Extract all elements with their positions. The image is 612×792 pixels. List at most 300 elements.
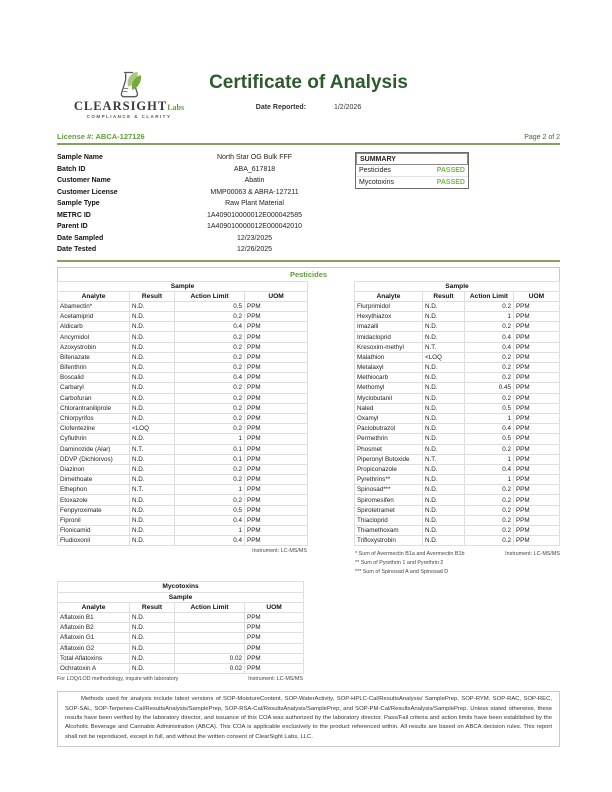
table-cell: PPM (245, 413, 308, 423)
table-cell: PPM (245, 536, 308, 546)
table-cell: 1 (464, 312, 513, 322)
table-cell: N.D. (422, 383, 464, 393)
table-cell: N.D. (422, 526, 464, 536)
sample-header: Sample (354, 281, 559, 291)
table-cell: N.D. (130, 312, 175, 322)
table-cell: Dimethoate (58, 475, 130, 485)
table-cell: PPM (245, 322, 308, 332)
table-cell: N.D. (130, 475, 175, 485)
column-header: Analyte (58, 602, 130, 612)
table-cell: 0.1 (175, 454, 245, 464)
header-divider (57, 143, 560, 145)
table-cell: Thiamethoxam (354, 526, 422, 536)
table-cell: 0.45 (464, 383, 513, 393)
table-row (354, 505, 559, 515)
table-cell: N.D. (422, 373, 464, 383)
table-cell: Total Aflatoxins (58, 653, 130, 663)
table-cell: Bifenthrin (58, 363, 130, 373)
table-cell: 0.2 (175, 332, 245, 342)
sample-info-row (57, 164, 357, 176)
table-cell: PPM (245, 393, 308, 403)
mycotoxins-footer (57, 676, 303, 682)
table-row (354, 424, 559, 434)
table-cell: N.D. (130, 434, 175, 444)
table-cell: Abamectin* (58, 301, 130, 311)
table-cell: Diazinon (58, 464, 130, 474)
table-cell: N.D. (422, 444, 464, 454)
field-value: ABA_617818 (233, 165, 276, 173)
sample-info-grid (57, 152, 357, 256)
field-value: 12/26/2025 (236, 246, 273, 254)
section-divider (57, 260, 560, 262)
table-cell: Azoxystrobin (58, 342, 130, 352)
table-cell: Fipronil (58, 515, 130, 525)
table-cell: <LOQ (422, 352, 464, 362)
table-cell: 1 (464, 475, 513, 485)
table-row (58, 393, 308, 403)
column-header: Action Limit (175, 291, 245, 301)
field-value: Abatin (244, 177, 265, 185)
table-cell: 0.2 (175, 475, 245, 485)
table-cell: 0.2 (175, 495, 245, 505)
table-row (58, 363, 308, 373)
table-row (58, 475, 308, 485)
logo-tagline: COMPLIANCE & CLARITY (86, 113, 172, 119)
table-cell: 0.02 (175, 653, 245, 663)
table-row (58, 536, 308, 546)
sample-info-row (57, 221, 357, 233)
field-value: 12/23/2025 (236, 234, 273, 242)
logo-labs: Labs (167, 103, 185, 112)
footnote-avermectin: * Sum of Avermectin B1a and Avermectin B1b (355, 551, 465, 558)
page-title: Certificate of Analysis (209, 72, 408, 93)
table-row (58, 383, 308, 393)
table-cell: PPM (245, 526, 308, 536)
field-label: Batch ID (57, 165, 86, 173)
table-cell: 0.2 (464, 495, 513, 505)
table-row (58, 342, 308, 352)
table-cell: Ancymidol (58, 332, 130, 342)
table-cell: PPM (513, 526, 559, 536)
table-cell: N.D. (422, 393, 464, 403)
table-cell: 0.2 (464, 444, 513, 454)
table-cell: N.T. (130, 444, 175, 454)
column-header: Action Limit (175, 602, 245, 612)
sample-info-row (57, 198, 357, 210)
table-row (354, 342, 559, 352)
table-cell: PPM (245, 475, 308, 485)
sample-info-row (57, 210, 357, 222)
table-cell: Clofentezine (58, 424, 130, 434)
table-cell: Pyrethrins** (354, 475, 422, 485)
table-cell: 0.2 (175, 413, 245, 423)
table-cell: N.D. (130, 383, 175, 393)
sample-info-row (57, 233, 357, 245)
table-row (58, 464, 308, 474)
page-number: Page 2 of 2 (524, 134, 560, 141)
instrument-note: Instrument: LC-MS/MS (248, 676, 303, 683)
table-cell: N.D. (422, 322, 464, 332)
status-badge: PASSED (436, 167, 465, 174)
table-row (58, 633, 304, 643)
table-cell: PPM (513, 342, 559, 352)
pesticides-table-right (354, 281, 560, 547)
table-cell: PPM (513, 322, 559, 332)
table-cell: N.D. (422, 301, 464, 311)
table-cell: Propiconazole (354, 464, 422, 474)
table-cell: 0.2 (464, 363, 513, 373)
footnote-spinosad: *** Sum of Spinosad A and Spinosad D (355, 569, 449, 576)
table-row (58, 312, 308, 322)
table-row (354, 475, 559, 485)
table-row (354, 363, 559, 373)
instrument-note: Instrument: LC-MS/MS (505, 551, 560, 558)
table-cell: PPM (513, 515, 559, 525)
table-cell: PPM (513, 373, 559, 383)
table-cell: Aflatoxin B2 (58, 623, 130, 633)
column-header: Result (422, 291, 464, 301)
table-cell: Kresoxim-methyl (354, 342, 422, 352)
table-cell: N.D. (422, 464, 464, 474)
table-row (354, 464, 559, 474)
table-cell: 0.2 (175, 312, 245, 322)
table-cell: Fenpyroximate (58, 505, 130, 515)
column-header: Analyte (58, 291, 130, 301)
table-cell: 1 (175, 434, 245, 444)
field-label: Parent ID (57, 223, 88, 231)
table-cell: 0.2 (464, 393, 513, 403)
license-number: License #: ABCA-127126 (57, 132, 145, 141)
table-cell: Chlorpyrifos (58, 413, 130, 423)
table-cell: PPM (513, 444, 559, 454)
summary-label: Pesticides (359, 167, 391, 174)
table-row (354, 526, 559, 536)
table-cell: 0.2 (464, 373, 513, 383)
table-cell: Methiocarb (354, 373, 422, 383)
table-cell: PPM (513, 301, 559, 311)
field-label: Customer License (57, 188, 118, 196)
table-cell: N.D. (422, 403, 464, 413)
table-cell (175, 612, 245, 622)
footnote-pyrethrin: ** Sum of Pyrethrin 1 and Pyrethrin 2 (355, 560, 444, 567)
table-cell: 0.2 (464, 526, 513, 536)
table-cell: Flurprimidol (354, 301, 422, 311)
table-row (354, 393, 559, 403)
date-reported-row (57, 104, 560, 111)
table-cell: N.D. (130, 643, 175, 653)
table-row (58, 352, 308, 362)
table-cell: PPM (513, 424, 559, 434)
table-cell: 0.4 (175, 515, 245, 525)
table-cell: 0.2 (464, 301, 513, 311)
table-cell: N.D. (422, 332, 464, 342)
field-value: 1A409010000012E000042585 (207, 211, 302, 219)
table-row (58, 623, 304, 633)
table-cell: Chlorantraniliprole (58, 403, 130, 413)
table-cell: N.D. (422, 485, 464, 495)
table-cell: 0.1 (175, 444, 245, 454)
table-cell: PPM (245, 434, 308, 444)
table-cell: Paclobutrazol (354, 424, 422, 434)
table-cell: N.D. (130, 363, 175, 373)
table-cell: 0.02 (175, 663, 245, 673)
instrument-note: Instrument: LC-MS/MS (252, 548, 307, 555)
table-cell: N.D. (422, 424, 464, 434)
table-row (354, 403, 559, 413)
date-reported-label: Date Reported: (255, 104, 306, 111)
table-cell: Myclobutanil (354, 393, 422, 403)
table-cell: 0.4 (175, 373, 245, 383)
table-cell: PPM (245, 623, 304, 633)
table-cell: PPM (245, 633, 304, 643)
license-row (57, 132, 560, 141)
summary-row-mycotoxins (356, 177, 468, 188)
table-cell: Phosmet (354, 444, 422, 454)
header (57, 70, 560, 128)
field-label: Date Tested (57, 246, 97, 254)
table-cell: Spinosad*** (354, 485, 422, 495)
table-cell: PPM (245, 383, 308, 393)
table-cell: 0.2 (464, 322, 513, 332)
table-cell: Etoxazole (58, 495, 130, 505)
table-row (58, 663, 304, 673)
table-cell: PPM (245, 332, 308, 342)
table-cell: N.D. (130, 663, 175, 673)
table-row (58, 434, 308, 444)
field-value: Raw Plant Material (225, 200, 284, 208)
table-cell: PPM (245, 505, 308, 515)
table-cell: PPM (245, 464, 308, 474)
table-cell: 0.4 (464, 342, 513, 352)
sample-header: Sample (58, 281, 308, 291)
table-cell: Metalaxyl (354, 363, 422, 373)
table-cell: PPM (513, 363, 559, 373)
table-cell: PPM (245, 612, 304, 622)
table-cell: Bifenazate (58, 352, 130, 362)
table-cell: PPM (245, 653, 304, 663)
table-cell: N.D. (130, 332, 175, 342)
sample-info-section (57, 152, 560, 256)
table-cell: 0.2 (175, 403, 245, 413)
table-cell: Oxamyl (354, 413, 422, 423)
table-row (58, 424, 308, 434)
table-cell: N.T. (422, 342, 464, 352)
table-cell: Naled (354, 403, 422, 413)
table-cell: Imidacloprid (354, 332, 422, 342)
disclaimer-text: Methods used for analysis include latest versions of SOP-MoistureContent, SOP-WaterActivity, SOP-HPLC-Cal/ResultsAnalysis/ SamplePrep, SOP-RYM, SOP-RAC, SOP-REC, SOP-SAL, SOP-Terpenes-Cal/ResultsAnalysis/SamplePrep, SOP-RSA-Cal/ResultsAnalysis/SamplePrep, and SOP-PM-Cal/ResultsAnalysis/SamplePrep. Unless stated otherwise, these results have been verified by the laboratory director, and issuance of this COA was authorized by the laboratory director. Pass/Fail criteria and action limits have been established by the Alcoholic Beverage and Cannabis Administration (ABCA). This COA is applicable exclusively to the product referenced within. All results are based on ABCA decision rules. This report shall not be reproduced, except in full, and without the written consent of ClearSight Labs, LLC. (65, 696, 552, 740)
table-cell: N.D. (130, 495, 175, 505)
field-label: Customer Name (57, 177, 111, 185)
table-cell: PPM (513, 485, 559, 495)
table-cell: 0.2 (464, 352, 513, 362)
table-cell: PPM (513, 475, 559, 485)
table-row (58, 653, 304, 663)
table-cell: PPM (245, 495, 308, 505)
left-table-footer (57, 548, 307, 554)
column-header: Result (130, 602, 175, 612)
table-cell: PPM (245, 342, 308, 352)
mycotoxins-table (57, 581, 304, 674)
date-reported-value: 1/2/2026 (333, 104, 362, 111)
column-header: UOM (513, 291, 559, 301)
table-cell: N.D. (422, 363, 464, 373)
table-row (58, 485, 308, 495)
table-cell: PPM (513, 505, 559, 515)
table-cell: N.D. (130, 526, 175, 536)
summary-box (355, 152, 469, 189)
table-cell: 0.5 (175, 505, 245, 515)
disclaimer-box (57, 691, 560, 747)
table-row (58, 403, 308, 413)
field-label: METRC ID (57, 211, 91, 219)
pesticides-tables (57, 281, 560, 547)
table-row (58, 515, 308, 525)
table-cell: Methomyl (354, 383, 422, 393)
column-header: UOM (245, 291, 308, 301)
table-cell: PPM (513, 393, 559, 403)
sample-info-row (57, 187, 357, 199)
table-cell: Imazalil (354, 322, 422, 332)
table-cell: 0.2 (175, 352, 245, 362)
table-cell: N.D. (130, 623, 175, 633)
table-row (354, 434, 559, 444)
table-row (354, 495, 559, 505)
table-row (354, 301, 559, 311)
table-cell: PPM (513, 464, 559, 474)
table-cell: PPM (245, 444, 308, 454)
column-header: Analyte (354, 291, 422, 301)
field-value: 1A409010000012E000042010 (207, 223, 302, 231)
sample-info-row (57, 152, 357, 164)
table-row (354, 312, 559, 322)
table-cell: Flonicamid (58, 526, 130, 536)
table-cell: <LOQ (130, 424, 175, 434)
field-value: North Star OG Bulk FFF (216, 154, 293, 162)
table-cell: PPM (245, 352, 308, 362)
table-row (58, 301, 308, 311)
table-row (354, 515, 559, 525)
table-row (58, 643, 304, 653)
table-cell: PPM (513, 383, 559, 393)
summary-row-pesticides (356, 165, 468, 177)
table-cell: PPM (245, 424, 308, 434)
table-cell: 1 (175, 526, 245, 536)
table-row (58, 444, 308, 454)
field-label: Date Sampled (57, 234, 104, 242)
table-row (354, 332, 559, 342)
table-row (58, 332, 308, 342)
table-cell: PPM (245, 485, 308, 495)
table-row (354, 454, 559, 464)
table-cell: PPM (245, 403, 308, 413)
table-cell: Ethephon (58, 485, 130, 495)
table-cell: PPM (513, 413, 559, 423)
table-cell: PPM (245, 301, 308, 311)
table-cell: Ochratoxin A (58, 663, 130, 673)
table-cell: PPM (245, 515, 308, 525)
table-row (58, 505, 308, 515)
table-cell: N.D. (422, 413, 464, 423)
table-cell: Permethrin (354, 434, 422, 444)
table-cell: N.D. (422, 536, 464, 546)
table-cell: Spiromesifen (354, 495, 422, 505)
field-label: Sample Name (57, 154, 103, 162)
table-cell: 0.4 (175, 536, 245, 546)
table-row (354, 383, 559, 393)
table-cell: Spirotetramet (354, 505, 422, 515)
table-cell (175, 633, 245, 643)
table-cell: PPM (513, 403, 559, 413)
table-cell: N.D. (422, 495, 464, 505)
table-row (58, 322, 308, 332)
table-cell: Aflatoxin B1 (58, 612, 130, 622)
table-cell: N.D. (130, 612, 175, 622)
table-cell: N.D. (130, 464, 175, 474)
table-cell: 0.2 (464, 536, 513, 546)
table-cell: 1 (175, 485, 245, 495)
logo-name: CLEARSIGHT (73, 99, 168, 113)
table-cell: 0.4 (175, 322, 245, 332)
table-cell: N.D. (422, 312, 464, 322)
column-header: Result (130, 291, 175, 301)
table-cell: Cyfluthrin (58, 434, 130, 444)
table-cell: 1 (464, 413, 513, 423)
mycotoxins-section-title: Mycotoxins (58, 582, 304, 592)
pesticides-table-left (57, 281, 308, 547)
table-cell: Hexythiazox (354, 312, 422, 322)
field-value: MMP00063 & ABRA-127211 (210, 188, 299, 196)
sample-info-row (57, 175, 357, 187)
table-cell: 1 (464, 454, 513, 464)
sample-header: Sample (58, 592, 304, 602)
table-cell: 0.5 (175, 301, 245, 311)
table-cell: Acetamiprid (58, 312, 130, 322)
table-cell: N.D. (422, 505, 464, 515)
table-cell: 0.4 (464, 464, 513, 474)
table-cell: N.D. (130, 301, 175, 311)
table-cell: PPM (513, 454, 559, 464)
table-cell: 0.2 (464, 515, 513, 525)
pesticides-section-title: Pesticides (57, 267, 560, 281)
table-cell: DDVP (Dichlorvos) (58, 454, 130, 464)
table-row (58, 454, 308, 464)
table-row (354, 413, 559, 423)
table-cell: N.D. (130, 373, 175, 383)
loq-note: For LOQ/LOD methodology, inquire with laboratory (57, 676, 179, 683)
table-cell: N.D. (130, 454, 175, 464)
table-cell: PPM (245, 454, 308, 464)
table-cell: PPM (513, 434, 559, 444)
table-row (58, 413, 308, 423)
table-cell: Malathion (354, 352, 422, 362)
table-cell: Carbaryl (58, 383, 130, 393)
table-cell: Aldicarb (58, 322, 130, 332)
table-cell: N.D. (130, 352, 175, 362)
table-cell: PPM (513, 312, 559, 322)
table-cell: PPM (245, 373, 308, 383)
table-cell: N.D. (130, 393, 175, 403)
column-header: Action Limit (464, 291, 513, 301)
table-cell: Aflatoxin G2 (58, 643, 130, 653)
table-row (354, 373, 559, 383)
table-cell: N.D. (130, 536, 175, 546)
table-cell: 0.5 (464, 434, 513, 444)
table-cell (175, 623, 245, 633)
table-cell: N.D. (130, 342, 175, 352)
table-cell: N.D. (130, 633, 175, 643)
table-cell: N.D. (130, 653, 175, 663)
table-cell: Daminozide (Alar) (58, 444, 130, 454)
